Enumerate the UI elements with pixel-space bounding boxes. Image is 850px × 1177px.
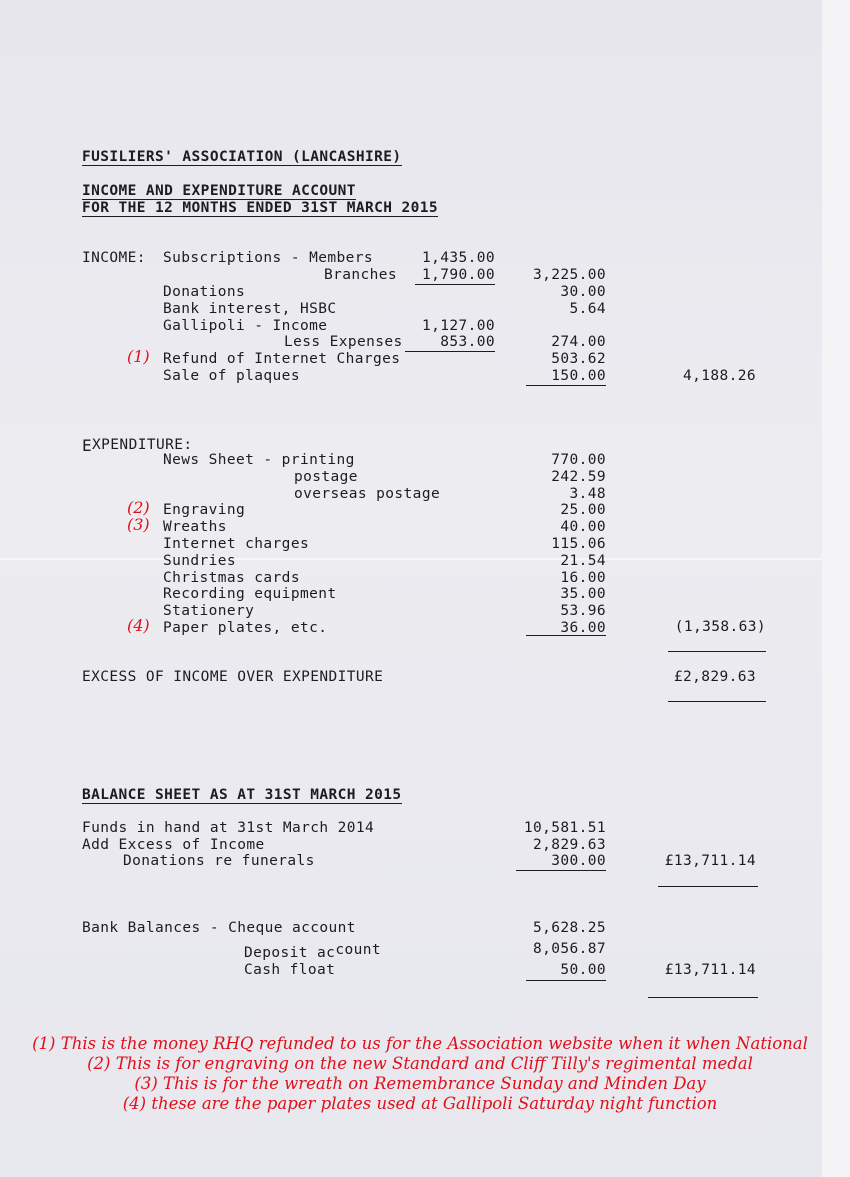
deposit-value: 8,056.87	[532, 941, 606, 957]
gallipoli-income-value: 1,127.00	[421, 318, 495, 334]
expenditure-item-label: Christmas cards	[163, 570, 300, 586]
refund-label: Refund of Internet Charges	[163, 351, 401, 367]
expenditure-item-value: 35.00	[560, 586, 606, 602]
branches-label: Branches	[324, 267, 398, 283]
expenditure-item-label: Internet charges	[163, 536, 310, 552]
expenditure-item-value: 40.00	[560, 519, 606, 535]
expenditure-item-label: Engraving	[163, 502, 246, 518]
fold-crease	[0, 558, 822, 560]
expenditure-item-value: 16.00	[560, 570, 606, 586]
cash-float-label: Cash float	[244, 962, 336, 978]
rule	[526, 635, 606, 636]
expenditure-item-label: postage	[294, 469, 358, 485]
deposit-label: Deposit account	[244, 942, 381, 961]
expenditure-item-label: Sundries	[163, 553, 237, 569]
cheque-value: 5,628.25	[532, 920, 606, 936]
expenditure-item-value: 3.48	[569, 486, 606, 502]
income-total-value: 4,188.26	[682, 368, 756, 384]
subs-total-value: 3,225.00	[532, 267, 606, 283]
gallipoli-net-value: 274.00	[551, 334, 606, 350]
expenditure-item-value: 25.00	[560, 502, 606, 518]
bank-interest-value: 5.64	[569, 301, 606, 317]
rule	[668, 701, 766, 702]
subs-branches-value: 1,790.00	[421, 267, 495, 283]
bank-interest-label: Bank interest, HSBC	[163, 301, 337, 317]
rule	[648, 997, 758, 998]
cash-float-value: 50.00	[560, 962, 606, 978]
footnote-1: (1) This is the money RHQ refunded to us for the Association website when it when National	[32, 1034, 808, 1053]
gallipoli-label: Gallipoli - Income	[163, 318, 328, 334]
less-expenses-label: Less Expenses	[284, 334, 403, 350]
rule	[405, 351, 495, 352]
expenditure-item-value: 21.54	[560, 553, 606, 569]
funerals-label: Donations re funerals	[123, 853, 315, 869]
subscriptions-label: Subscriptions - Members	[163, 250, 373, 266]
donations-label: Donations	[163, 284, 246, 300]
plaques-value: 150.00	[551, 368, 606, 384]
add-excess-label: Add Excess of Income	[82, 837, 265, 853]
note-marker: (4)	[127, 616, 150, 635]
expenditure-item-value: 242.59	[551, 469, 606, 485]
note-marker: (3)	[127, 515, 150, 534]
expenditure-item-label: Stationery	[163, 603, 255, 619]
rule	[526, 980, 606, 981]
donations-value: 30.00	[560, 284, 606, 300]
balance-sheet-title: BALANCE SHEET AS AT 31ST MARCH 2015	[82, 787, 402, 803]
balance-total-value: £13,711.14	[664, 853, 756, 869]
expenditure-item-value: 53.96	[560, 603, 606, 619]
bank-balances-label: Bank Balances - Cheque account	[82, 920, 356, 936]
account-title: INCOME AND EXPENDITURE ACCOUNT	[82, 183, 356, 199]
footnote-3: (3) This is for the wreath on Remembrance Sunday and Minden Day	[134, 1074, 706, 1093]
rule	[516, 870, 606, 871]
rule	[668, 651, 766, 652]
excess-label: EXCESS OF INCOME OVER EXPENDITURE	[82, 669, 384, 685]
expenditure-item-label: Recording equipment	[163, 586, 337, 602]
expenditure-item-label: overseas postage	[294, 486, 441, 502]
plaques-label: Sale of plaques	[163, 368, 300, 384]
subs-members-value: 1,435.00	[421, 250, 495, 266]
rule	[415, 284, 495, 285]
expenditure-item-value: 115.06	[551, 536, 606, 552]
page-edge	[822, 0, 850, 1177]
footnote-4: (4) these are the paper plates used at Gallipoli Saturday night function	[122, 1094, 718, 1113]
account-period: FOR THE 12 MONTHS ENDED 31ST MARCH 2015	[82, 200, 439, 216]
expenditure-item-value: 770.00	[551, 452, 606, 468]
add-excess-value: 2,829.63	[532, 837, 606, 853]
rule	[526, 385, 606, 386]
expenditure-item-label: News Sheet - printing	[163, 452, 355, 468]
excess-value: £2,829.63	[673, 669, 756, 685]
note-marker-1: (1)	[127, 347, 150, 366]
footnotes	[0, 1034, 840, 1114]
funerals-value: 300.00	[551, 853, 606, 869]
expenditure-item-label: Paper plates, etc.	[163, 620, 328, 636]
expenditure-item-label: Wreaths	[163, 519, 227, 535]
note-marker: (2)	[127, 498, 150, 517]
expenditure-item-value: 36.00	[560, 620, 606, 636]
bank-total-value: £13,711.14	[664, 962, 756, 978]
footnote-2: (2) This is for engraving on the new Standard and Cliff Tilly's regimental medal	[87, 1054, 753, 1073]
expenditure-total-value: (1,358.63)	[674, 619, 766, 635]
org-name: FUSILIERS' ASSOCIATION (LANCASHIRE)	[82, 149, 402, 165]
funds-label: Funds in hand at 31st March 2014	[82, 820, 375, 836]
rule	[658, 886, 758, 887]
income-label: INCOME:	[82, 250, 146, 266]
funds-value: 10,581.51	[523, 820, 606, 836]
expenditure-label: EXPENDITURE:	[82, 436, 193, 455]
less-expenses-value: 853.00	[440, 334, 495, 350]
refund-value: 503.62	[551, 351, 606, 367]
